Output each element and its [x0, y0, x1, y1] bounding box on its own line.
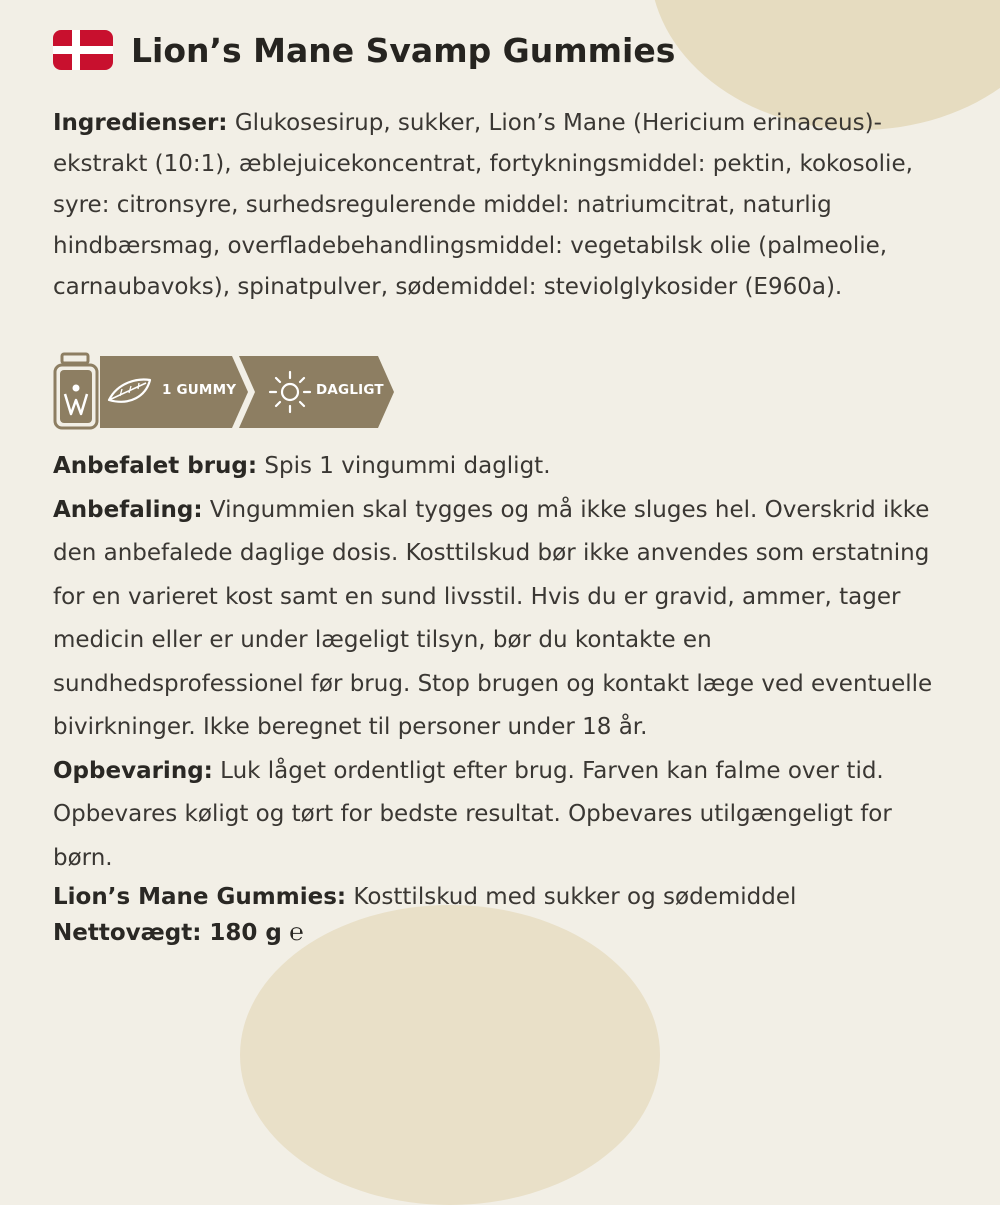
recommended-use	[53, 445, 953, 489]
denmark-flag-icon	[53, 30, 113, 70]
ingredients-section	[53, 103, 953, 308]
advice-text: Vingummien skal tygges og må ikke sluges hel. Overskrid ikke den anbefalede daglige dosis. Kosttilskud bør ikke anvendes som erstatning for en varieret kost samt en sund livsstil. Hvis du er gravid, ammer, tager medicin eller er under lægeligt tilsyn, bør du kontakte en sundhedsprofessionel før brug. Stop brugen og kontakt læge ved eventuelle bivirkninger. Ikke beregnet til personer under 18 år.	[53, 496, 933, 740]
product-description	[53, 880, 953, 915]
storage-text: Luk låget ordentligt efter brug. Farven kan falme over tid. Opbevares køligt og tørt for bedste resultat. Opbevares utilgængeligt for børn.	[53, 757, 892, 871]
estimated-sign-icon: ℮	[289, 918, 304, 946]
product-text: Kosttilskud med sukker og sødemiddel	[353, 884, 797, 910]
page-header	[53, 24, 675, 76]
advice	[53, 489, 953, 750]
supplement-jar-icon	[55, 354, 97, 428]
storage-label: Opbevaring:	[53, 757, 213, 784]
serving-label: 1 GUMMY	[162, 382, 237, 398]
ingredients-text: Glukosesirup, sukker, Lion’s Mane (Hericium erinaceus)-ekstrakt (10:1), æblejuicekoncentrat, fortykningsmiddel: pektin, kokosolie, syre: citronsyre, surhedsregulerende middel: natriumcitrat, naturlig hindbærsmag, overfladebehandlingsmiddel: vegetabilsk olie (palmeolie, carnaubavoks), spinatpulver, sødemiddel: steviolglykosider (E960a).	[53, 110, 913, 300]
product-label: Lion’s Mane Gummies:	[53, 884, 347, 910]
frequency-label: DAGLIGT	[316, 382, 384, 398]
net-weight-label: Nettovægt: 180 g	[53, 920, 282, 946]
ingredients-label: Ingredienser:	[53, 110, 228, 136]
advice-label: Anbefaling:	[53, 496, 203, 523]
usage-section	[53, 445, 953, 951]
net-weight	[53, 915, 953, 951]
recommended-label: Anbefalet brug:	[53, 453, 258, 479]
recommended-text: Spis 1 vingummi dagligt.	[264, 453, 551, 479]
page-title: Lion’s Mane Svamp Gummies	[131, 30, 676, 70]
storage	[53, 750, 953, 881]
